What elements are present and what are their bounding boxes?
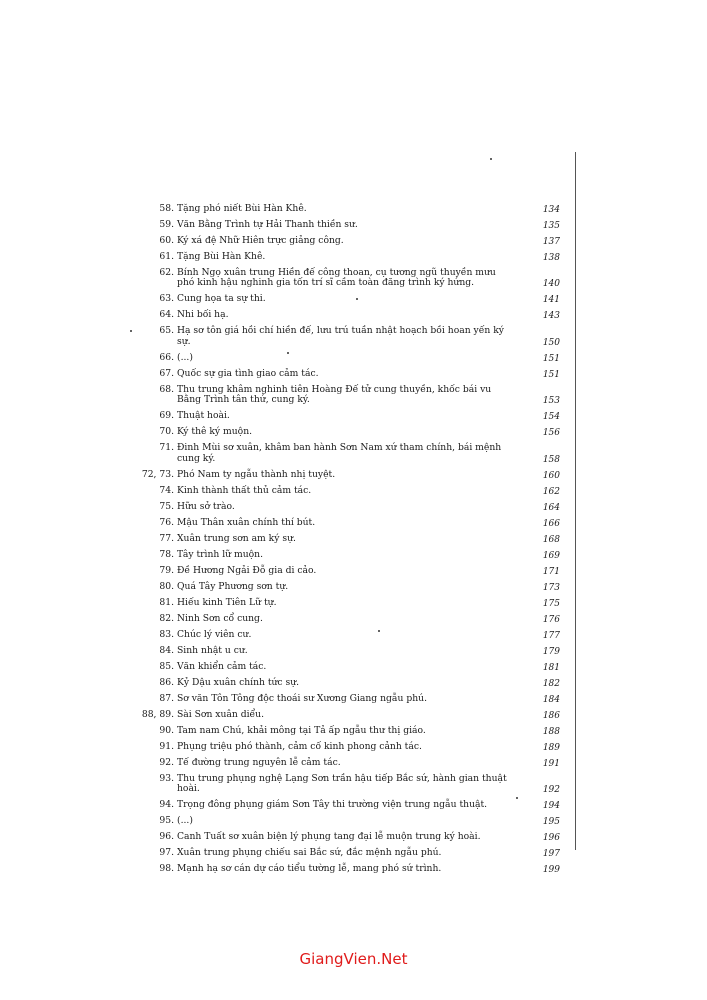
toc-entry [150,740,560,753]
toc-entry-page: 191 [542,758,560,769]
toc-entry-number: 68. [159,383,174,395]
toc-entry-title: Tế đường trung nguyên lễ cảm tác. [177,756,341,768]
toc-entry-title: Quốc sự gia tình giao cảm tác. [177,367,319,379]
toc-entry-page: 160 [542,470,560,481]
toc-entry-number: 76. [159,516,174,528]
toc-entry-page: 196 [542,833,560,844]
toc-entry-number: 67. [159,367,174,379]
toc-entry-page: 140 [542,279,560,290]
toc-entry-number: 69. [159,410,174,422]
toc-entry-number: 85. [159,660,174,672]
toc-entry [150,692,560,705]
toc-entry-number: 70. [159,426,174,438]
toc-entry-number: 75. [159,500,174,512]
toc-entry-title: Tây trình lữ muộn. [177,548,264,560]
toc-entry-number: 58. [159,203,174,214]
toc-entry-title: Nhi bối hạ. [177,309,229,321]
toc-entry-page: 176 [542,614,560,625]
toc-entry [141,468,560,481]
toc-entry-title: Quá Tây Phương sơn tự. [177,580,289,592]
toc-entry-page: 199 [542,865,560,876]
toc-entry-number: 71. [159,442,174,454]
toc-entry-number: 59. [159,219,174,230]
toc-entry-page: 184 [542,694,560,705]
toc-entry-number: 65. [159,325,174,337]
toc-entry [150,847,560,860]
toc-entry-number: 97. [159,847,174,859]
toc-entry-title: (...) [177,815,193,827]
toc-entry [150,410,560,423]
toc-entry-page: 143 [542,311,560,322]
toc-entry-number: 63. [159,293,174,305]
toc-entry [150,442,560,465]
toc-entry-title: Ký thê ký muộn. [177,426,253,438]
toc-entry [150,724,560,737]
toc-entry [150,676,560,689]
toc-entry-title: Xuân trung sơn am ký sự. [177,532,296,544]
toc-entry-title: Hữu sở trào. [177,500,235,512]
toc-entry [150,863,560,876]
toc-entry [150,367,560,380]
toc-entry [150,325,560,348]
toc-entry-page: 153 [542,396,560,407]
toc-entry-number: 95. [159,815,174,827]
toc-entry-page: 181 [542,662,560,673]
toc-entry [150,580,560,593]
toc-entry-title: Ninh Sơn cổ cung. [177,612,263,624]
scan-speck [490,158,492,160]
toc-entry-page: 182 [542,678,560,689]
toc-entry-page: 175 [542,598,560,609]
toc-entry-title: Tặng Bùi Hàn Khê. [177,251,266,262]
toc-entry-number: 88, 89. [141,708,174,720]
toc-entry [150,235,560,247]
toc-entry-page: 158 [542,454,560,465]
toc-entry-title: Thu trung phụng nghệ Lạng Sơn trần hậu tiếp Bắc sứ, hành gian thuật hoài. [177,772,507,795]
toc-entry-title: Ký xá đệ Nhữ Hiên trực giảng công. [177,235,344,246]
toc-entry [150,426,560,439]
toc-entry-number: 83. [159,628,174,640]
toc-entry-title: Bính Ngọ xuân trung Hiền đế công thoan, cụ tương ngũ thuyền mưu phó kinh hậu nghinh gia tốn trí sĩ cầm toàn đăng trình ký hứng. [177,267,496,289]
toc-entry [150,548,560,561]
toc-entry [150,772,560,796]
toc-entry-number: 86. [159,676,174,688]
toc-entry [150,660,560,673]
toc-entry-page: 194 [542,801,560,812]
toc-entry-number: 92. [159,756,174,768]
toc-entry-title: Sinh nhật u cư. [177,644,248,656]
toc-entry-number: 82. [159,612,174,624]
toc-entry-page: 151 [542,369,560,380]
toc-entry-title: Văn khiển cảm tác. [177,660,267,672]
toc-entry-page: 162 [542,486,560,497]
toc-entry-page: 189 [542,742,560,753]
toc-entry-number: 87. [159,692,174,704]
toc-entry [150,383,560,407]
toc-entry-title: Sơ văn Tôn Tông độc thoái sư Xương Giang ngẫu phú. [177,692,428,704]
toc-entry-page: 169 [542,550,560,561]
toc-entry-page: 179 [542,646,560,657]
toc-entry-title: Kỷ Dậu xuân chính tức sự. [177,676,300,688]
toc-entry [150,532,560,545]
toc-entry-number: 93. [159,772,174,784]
toc-entry-title: Cung họa ta sự thi. [177,293,266,305]
toc-entry [150,267,560,290]
toc-entry-number: 61. [159,251,174,262]
toc-entry [150,293,560,306]
toc-entry [150,831,560,844]
toc-entry-title: Đinh Mùi sơ xuân, khâm ban hành Sơn Nam xứ tham chính, bái mệnh cung ký. [177,442,502,464]
toc-entry-number: 94. [159,799,174,811]
toc-entry-number: 90. [159,724,174,736]
toc-entry-title: Kinh thành thất thủ cảm tác. [177,484,312,496]
toc-entry-number: 74. [159,484,174,496]
toc-entry [150,251,560,263]
toc-entry-page: 137 [542,237,560,247]
watermark-footer: GiangVien.Net [299,950,408,968]
toc-entry-page: 197 [542,849,560,860]
toc-entry [150,484,560,497]
toc-entry-page: 177 [542,630,560,641]
toc-entry-page: 192 [542,785,560,796]
toc-entry-page: 195 [542,817,560,828]
toc-entry-title: Phụng triệu phó thành, cảm cố kinh phong cảnh tác. [177,740,422,752]
toc-entry-title: Chúc lý viên cư. [177,628,252,640]
toc-entry-page: 150 [542,337,560,348]
toc-entry-title: Sài Sơn xuân diểu. [177,708,265,720]
toc-entry-page: 188 [542,726,560,737]
scan-speck [130,330,132,332]
toc-entry-number: 80. [159,580,174,592]
toc-entry-title: Đề Hương Ngải Đỗ gia di cảo. [177,564,317,576]
table-of-contents [141,203,560,880]
toc-entry-page: 186 [542,710,560,721]
toc-entry [150,309,560,322]
toc-entry-number: 96. [159,831,174,843]
toc-entry [150,628,560,641]
toc-entry-title: (...) [177,351,193,363]
toc-entry-title: Trọng đông phụng giám Sơn Tây thi trường viện trung ngẫu thuật. [177,799,488,811]
toc-entry-page: 151 [542,353,560,364]
toc-entry-page: 164 [542,502,560,513]
toc-entry-number: 62. [159,267,174,278]
toc-entry-number: 72, 73. [141,468,174,480]
toc-entry [150,564,560,577]
toc-entry-page: 154 [542,412,560,423]
toc-entry [150,203,560,215]
toc-entry-page: 166 [542,518,560,529]
toc-entry-page: 168 [542,534,560,545]
toc-entry-title: Thuật hoài. [177,410,230,422]
toc-entry [150,644,560,657]
toc-entry-title: Xuân trung phụng chiếu sai Bắc sứ, đắc mệnh ngẫu phú. [177,847,442,859]
toc-entry-number: 78. [159,548,174,560]
toc-entry-title: Thu trung khâm nghinh tiên Hoàng Đế tử cung thuyền, khốc bái vu Bằng Trình tân thứ, cung ký. [177,383,492,406]
toc-entry [150,756,560,769]
toc-entry-number: 64. [159,309,174,321]
toc-entry-title: Canh Tuất sơ xuân biện lý phụng tang đại lễ muộn trung ký hoài. [177,831,481,843]
toc-entry-title: Phó Nam ty ngẫu thành nhị tuyệt. [177,468,336,480]
toc-entry-page: 156 [542,428,560,439]
toc-entry-number: 84. [159,644,174,656]
toc-entry-title: Tam nam Chú, khải mông tại Tả ấp ngẫu thư thị giáo. [177,724,426,736]
toc-entry-title: Văn Bằng Trình tự Hải Thanh thiền sư. [177,219,358,230]
toc-entry-title: Tặng phó niết Bùi Hàn Khê. [177,203,307,214]
toc-entry [150,516,560,529]
toc-entry [141,708,560,721]
toc-entry-title: Hiếu kinh Tiên Lữ tự. [177,596,277,608]
toc-entry-page: 134 [542,205,560,215]
toc-entry-page: 171 [542,566,560,577]
toc-entry-page: 135 [542,221,560,231]
toc-entry-page: 173 [542,582,560,593]
page-edge-rule [575,152,576,850]
toc-entry [150,612,560,625]
toc-entry-page: 138 [542,253,560,263]
toc-entry-number: 60. [159,235,174,246]
toc-entry [150,596,560,609]
toc-entry [150,815,560,828]
toc-entry-number: 66. [159,351,174,363]
toc-entry-number: 79. [159,564,174,576]
toc-entry [150,219,560,231]
toc-entry [150,799,560,812]
toc-entry-number: 98. [159,863,174,875]
toc-entry-title: Hạ sơ tôn giá hồi chí hiền đế, lưu trú tuần nhật hoạch bồi hoan yến ký sự. [177,325,504,347]
toc-entry [150,500,560,513]
toc-entry-number: 91. [159,740,174,752]
toc-entry-number: 81. [159,596,174,608]
toc-entry-number: 77. [159,532,174,544]
toc-entry [150,351,560,364]
toc-entry-page: 141 [542,295,560,306]
toc-entry-title: Mậu Thân xuân chính thí bút. [177,516,316,528]
toc-entry-title: Mạnh hạ sơ cán dự cáo tiểu tường lễ, mang phó sứ trình. [177,863,442,875]
